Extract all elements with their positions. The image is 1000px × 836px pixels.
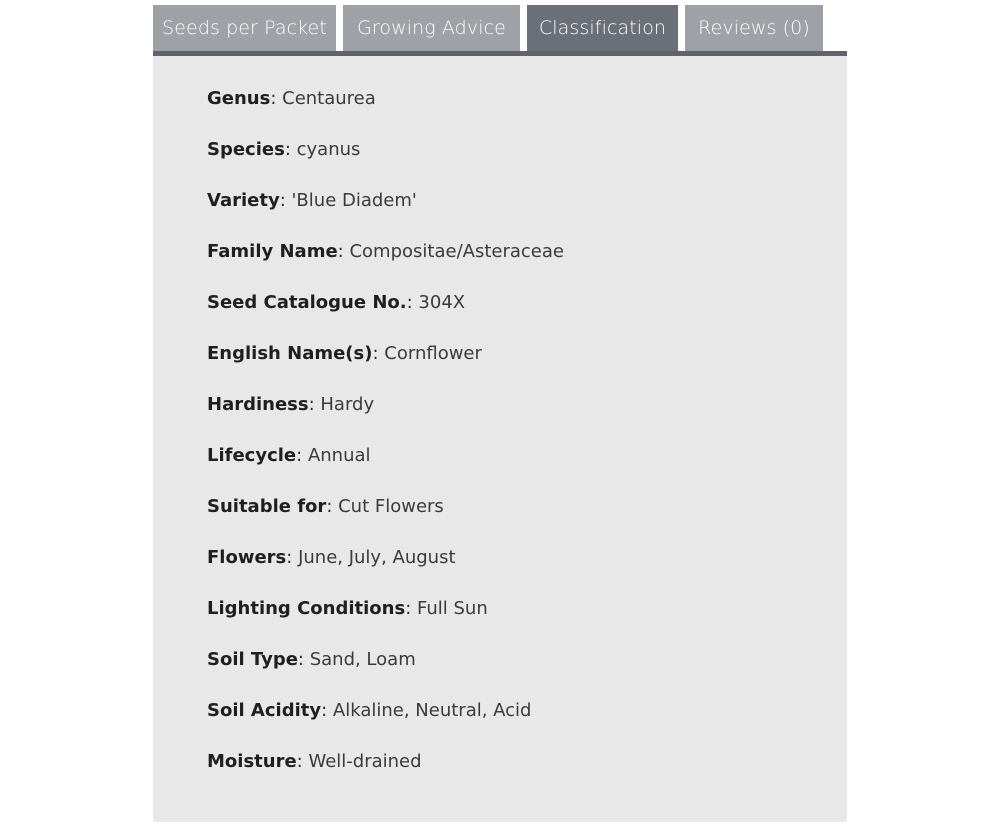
row-hardiness	[207, 390, 847, 441]
classification-panel	[153, 56, 847, 822]
row-separator: :	[297, 649, 310, 670]
row-soil-acidity	[207, 696, 847, 747]
row-soil-type	[207, 645, 847, 696]
row-lighting-conditions	[207, 594, 847, 645]
row-value: Alkaline, Neutral, Acid	[332, 700, 532, 721]
row-label: Soil Acidity	[207, 700, 322, 721]
row-value: Full Sun	[417, 598, 488, 619]
row-value: 'Blue Diadem'	[291, 190, 417, 211]
row-label: Suitable for	[207, 496, 327, 517]
row-variety	[207, 186, 847, 237]
row-species	[207, 135, 847, 186]
tab-bar	[153, 5, 847, 51]
row-genus	[207, 84, 847, 135]
row-value: Sand, Loam	[309, 649, 416, 670]
row-value: Cornflower	[384, 343, 482, 364]
row-separator: :	[372, 343, 385, 364]
tab-growing-advice[interactable]: Growing Advice	[343, 5, 520, 51]
row-separator: :	[406, 292, 419, 313]
row-moisture	[207, 747, 847, 798]
row-separator: :	[405, 598, 417, 619]
row-label: Hardiness	[207, 394, 309, 415]
row-label: Seed Catalogue No.	[207, 292, 407, 313]
row-value: 304X	[418, 292, 466, 313]
row-value: Well-drained	[308, 751, 422, 772]
row-separator: :	[326, 496, 339, 517]
row-label: Lighting Conditions	[207, 598, 406, 619]
row-label: Flowers	[207, 547, 287, 568]
row-separator: :	[321, 700, 333, 721]
product-tabs-widget	[153, 5, 847, 822]
row-family-name	[207, 237, 847, 288]
row-label: Genus	[207, 88, 271, 109]
row-separator: :	[308, 394, 321, 415]
row-seed-catalogue-no	[207, 288, 847, 339]
row-value: cyanus	[296, 139, 361, 160]
row-label: Soil Type	[207, 649, 298, 670]
row-label: Lifecycle	[207, 445, 297, 466]
tab-seeds-per-packet[interactable]: Seeds per Packet	[153, 5, 336, 51]
row-separator: :	[296, 445, 308, 466]
tab-reviews[interactable]: Reviews (0)	[685, 5, 823, 51]
row-separator: :	[279, 190, 292, 211]
row-value: Cut Flowers	[338, 496, 444, 517]
row-flowers	[207, 543, 847, 594]
row-label: Family Name	[207, 241, 338, 262]
row-suitable-for	[207, 492, 847, 543]
row-value: Hardy	[320, 394, 375, 415]
row-lifecycle	[207, 441, 847, 492]
row-separator: :	[284, 139, 297, 160]
row-separator: :	[286, 547, 299, 568]
row-value: June, July, August	[298, 547, 456, 568]
row-separator: :	[337, 241, 350, 262]
row-separator: :	[270, 88, 283, 109]
row-label: Species	[207, 139, 285, 160]
row-label: Moisture	[207, 751, 297, 772]
row-separator: :	[296, 751, 309, 772]
row-value: Compositae/Asteraceae	[349, 241, 564, 262]
row-value: Centaurea	[282, 88, 376, 109]
row-english-names	[207, 339, 847, 390]
tab-classification[interactable]: Classification	[527, 5, 678, 51]
row-label: Variety	[207, 190, 280, 211]
row-value: Annual	[307, 445, 371, 466]
row-label: English Name(s)	[207, 343, 373, 364]
